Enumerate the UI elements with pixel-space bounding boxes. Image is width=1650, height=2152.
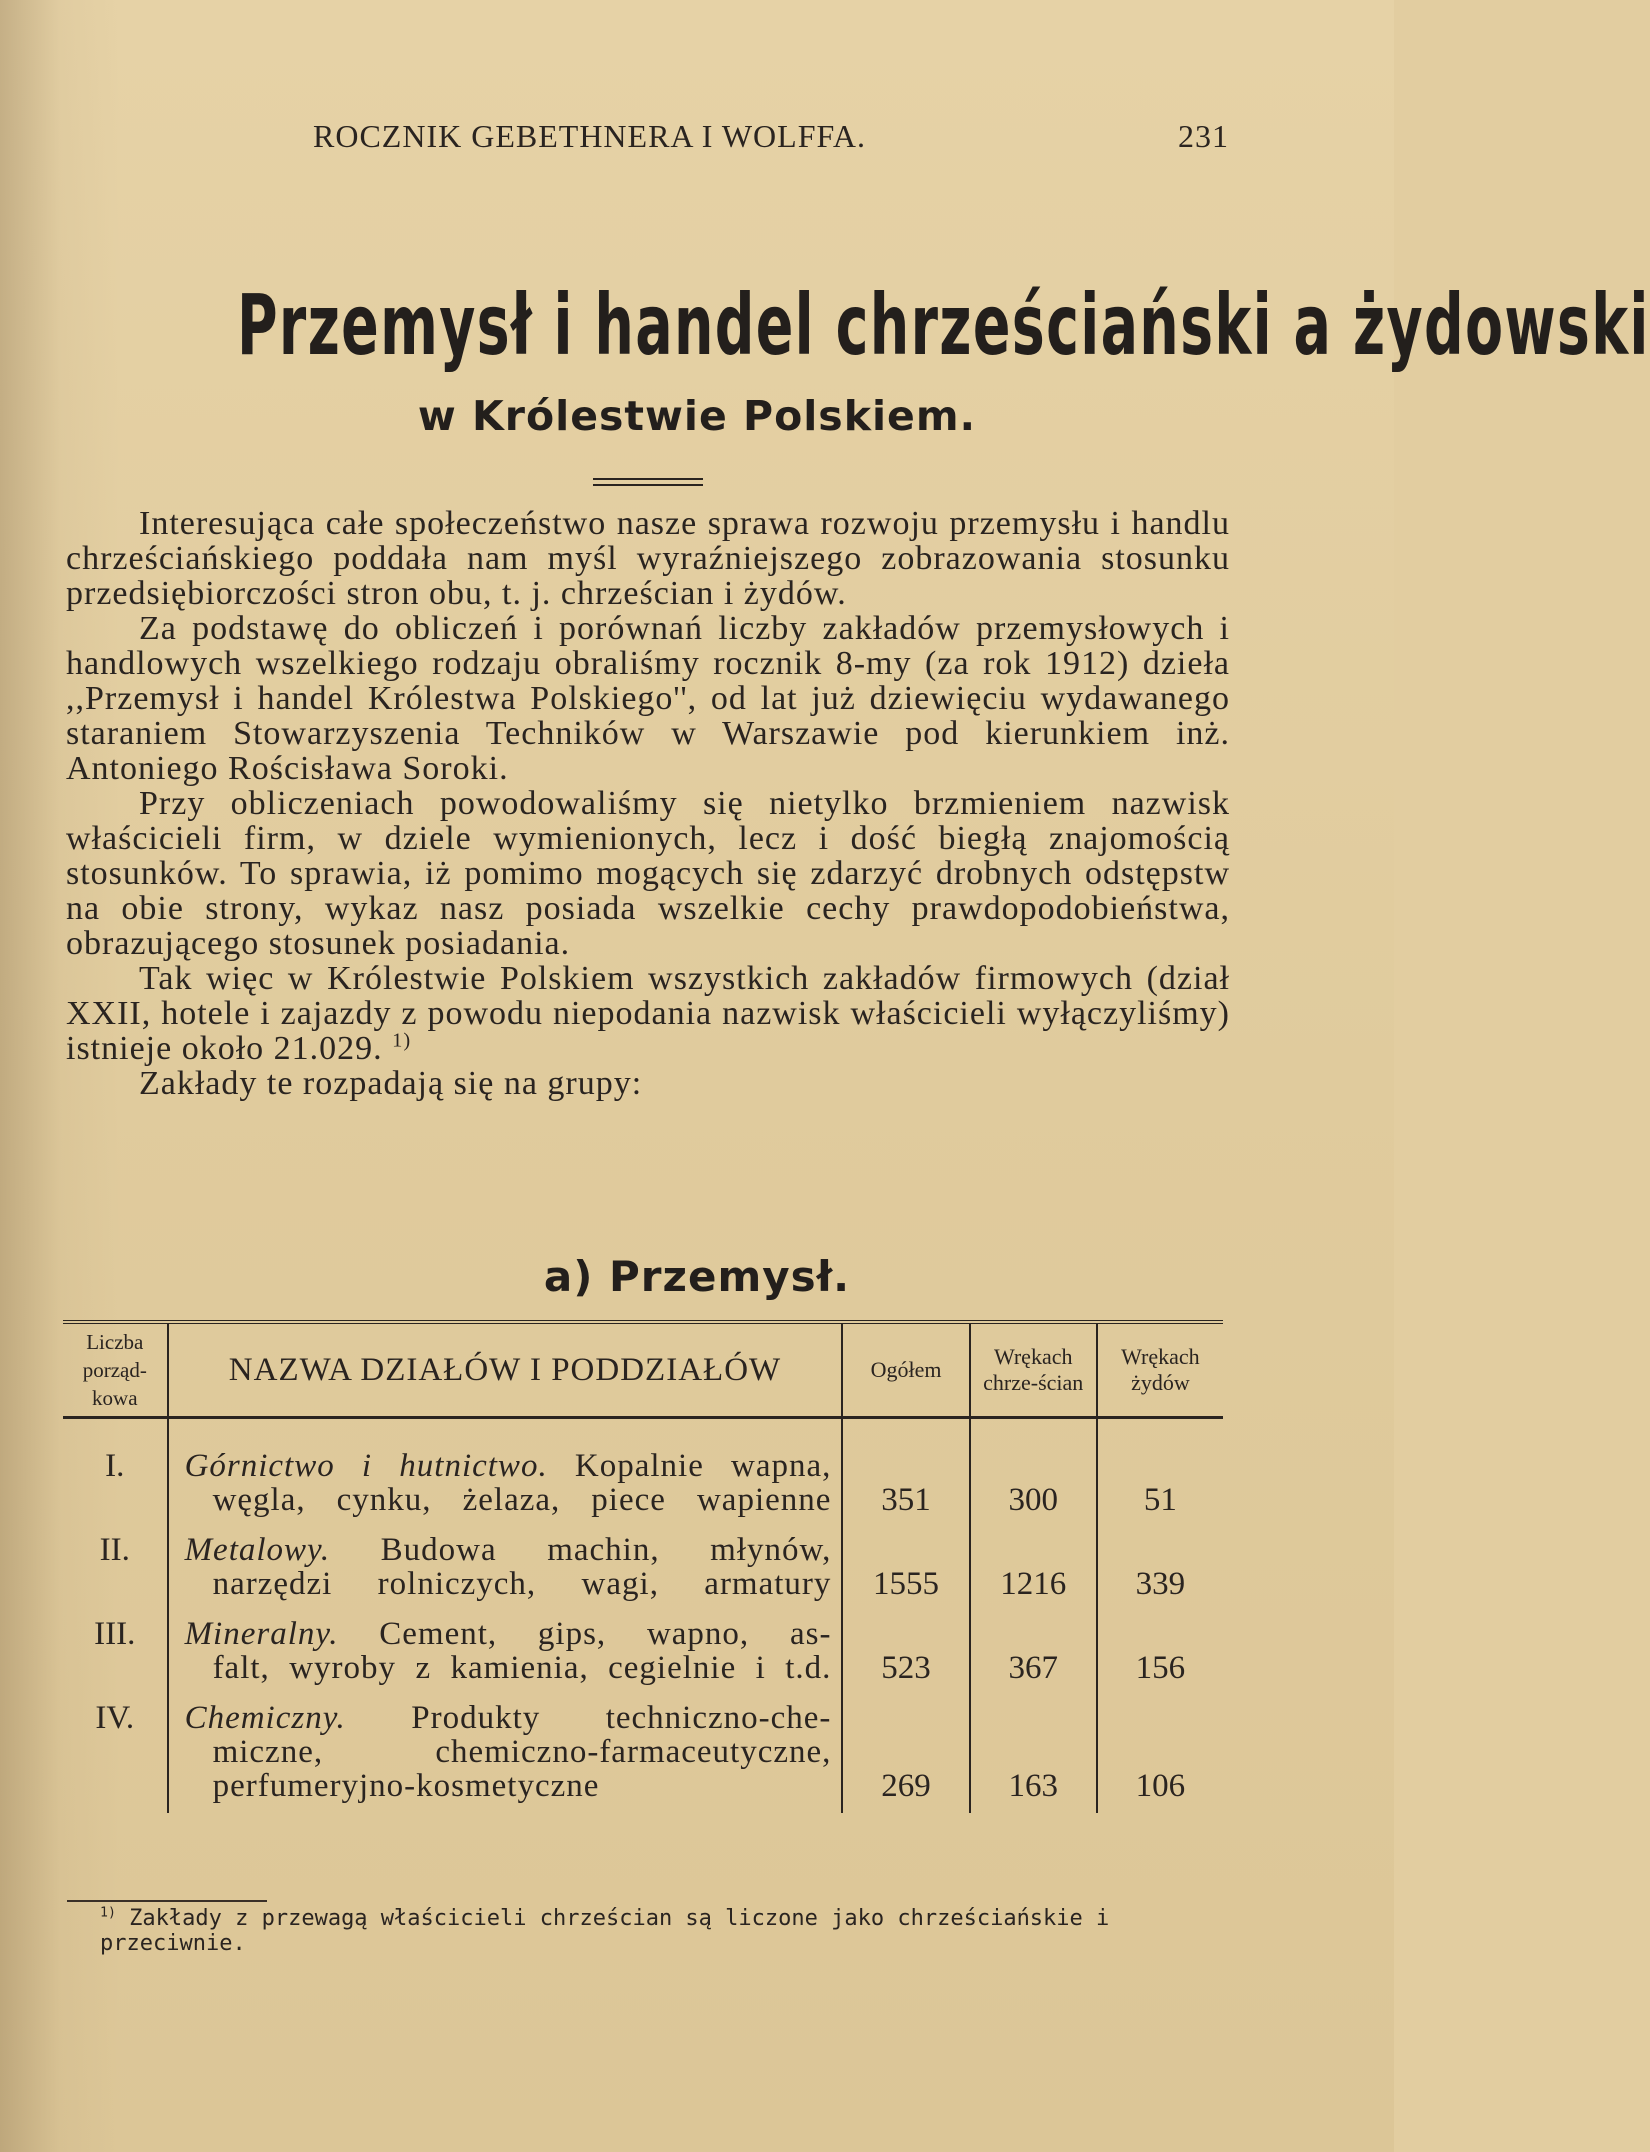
industry-table [63,1320,1223,1813]
table-row [63,1527,1223,1611]
page-number: 231 [1178,118,1229,154]
footnote [100,1906,1230,1956]
row-description: Chemiczny. Produkty techniczno-che- miczne, chemiczno-farmaceutyczne, perfumeryjno-kosmetyczne [168,1695,843,1813]
paragraph-4: Tak więc w Królestwie Polskiem wszystkich zakładów firmowych (dział XXII, hotele i zajazdy z powodu niepodania nazwisk właścicieli wyłączyliśmy) istnieje około 21.029. $^{1)}$ [66,960,1230,1067]
row-description: Górnictwo i hutnictwo. Kopalnie wapna, węgla, cynku, żelaza, piece wapienne [168,1443,843,1527]
row-jewish: 156 [1135,1650,1186,1686]
row-christian: 163 [970,1695,1097,1813]
running-title: ROCZNIK GEBETHNERA I WOLFFA. [313,118,867,154]
row-total: 351 [842,1443,969,1527]
section-heading: a) Przemysł. [543,1252,851,1301]
row-jewish: 106 [1135,1768,1186,1804]
footnote-divider [67,1900,267,1902]
article-subtitle: w Królestwie Polskiem. [417,392,977,440]
row-christian: 300 [970,1443,1097,1527]
table-spacer [63,1418,1223,1444]
row-number: IV. [95,1700,135,1736]
table-row [63,1695,1223,1813]
row-category: Chemiczny. [184,1700,346,1736]
title-divider-2 [593,484,703,486]
row-category: Mineralny. [184,1616,339,1652]
row-christian: 367 [970,1611,1097,1695]
row-jewish: 51 [1143,1482,1177,1518]
article-title: Przemysł i handel chrześciański a żydowski [236,276,1650,374]
row-total: 1555 [842,1527,969,1611]
header-jewish: Wrękach żydów [1097,1322,1223,1418]
table-row [63,1611,1223,1695]
row-number: III. [94,1616,136,1652]
row-category: Metalowy. [184,1532,331,1568]
footnote-marker: 1) [100,1905,116,1921]
row-number: II. [99,1532,130,1568]
row-number: I. [105,1448,125,1484]
paragraph-3: Przy obliczeniach powodowaliśmy się nietylko brzmieniem nazwisk właścicieli firm, w dziele wymienionych, lecz i dość biegłą znajomością stosunków. To sprawia, iż pomimo mogących się zdarzyć drobnych odstępstw na obie strony, wykaz nasz posiada wszelkie cechy prawdopodobieństwa, obrazującego stosunek posiadania. [66,785,1230,962]
article-body [66,506,1230,1101]
footnote-reference: 1) [392,1029,412,1052]
header-christian: Wrękach chrze-ścian [970,1322,1097,1418]
row-total: 269 [842,1695,969,1813]
row-christian: 1216 [970,1527,1097,1611]
row-total: 523 [842,1611,969,1695]
row-description: Metalowy. Budowa machin, młynów, narzędzi rolniczych, wagi, armatury [168,1527,843,1611]
row-category: Górnictwo i hutnictwo. [184,1448,548,1484]
paragraph-1: Interesująca całe społeczeństwo nasze sprawa rozwoju przemysłu i handlu chrześciańskiego poddała nam myśl wyraźniejszego zobrazowania stosunku przedsiębiorczości stron obu, t. j. chrześcian i żydów. [66,505,1230,612]
table-row [63,1443,1223,1527]
footnote-text: Zakłady z przewagą właścicieli chrześcian są liczone jako chrześciańskie i przeciwnie. [100,1906,1110,1956]
running-header [0,118,1394,168]
paragraph-2: Za podstawę do obliczeń i porównań liczby zakładów przemysłowych i handlowych wszelkiego rodzaju obraliśmy rocznik 8-my (za rok 1912) dzieła ,,Przemysł i handel Królestwa Polskiego'', od lat już dziewięciu wydawanego staraniem Stowarzyszenia Techników w Warszawie pod kierunkiem inż. Antoniego Rościsława Soroki. [66,610,1230,787]
header-name: NAZWA DZIAŁÓW I PODDZIAŁÓW [168,1322,843,1418]
paragraph-5: Zakłady te rozpadają się na grupy: [139,1065,643,1102]
title-divider [593,478,703,480]
header-num: Liczba porząd-kowa [63,1322,168,1418]
table-header-row [63,1322,1223,1418]
row-description: Mineralny. Cement, gips, wapno, as- falt, wyroby z kamienia, cegielnie i t.d. [168,1611,843,1695]
header-total: Ogółem [842,1322,969,1418]
row-jewish: 339 [1135,1566,1186,1602]
